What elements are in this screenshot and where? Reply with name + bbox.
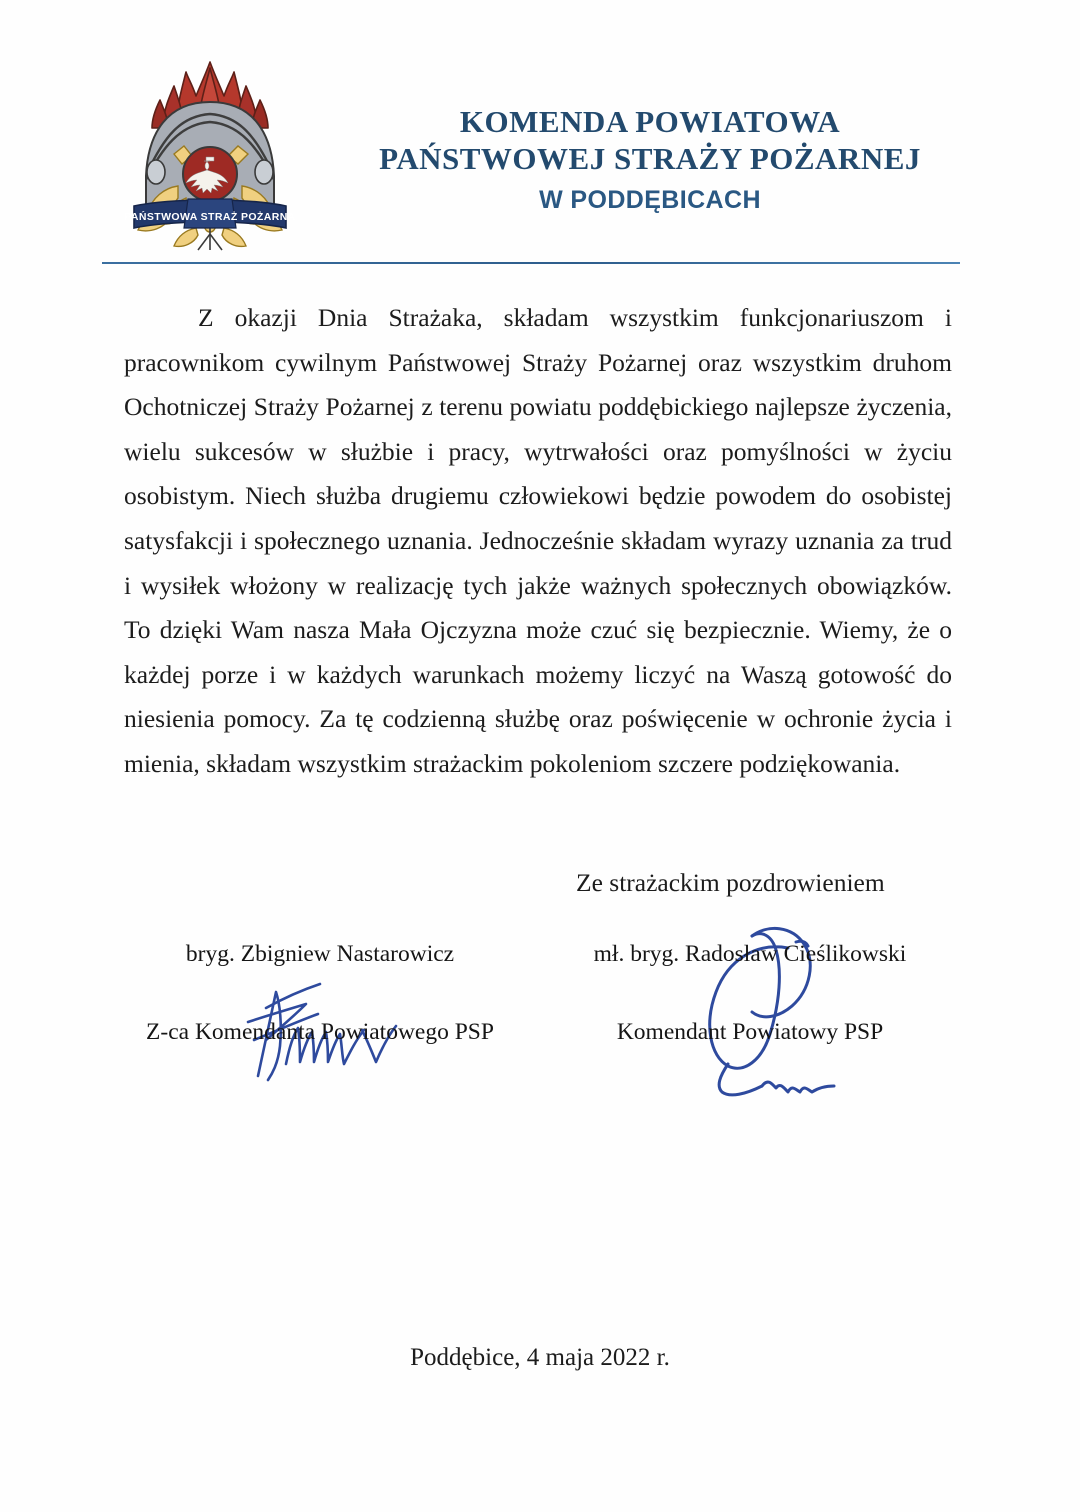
letter-body [124, 296, 952, 787]
letterhead [0, 52, 1080, 252]
signatory-name-right: mł. bryg. Radosław Cieślikowski [593, 941, 907, 967]
title-line-2: PAŃSTWOWEJ STRAŻY POŻARNEJ [379, 140, 921, 176]
letterhead-title [330, 104, 970, 215]
signatory-name-left: bryg. Zbigniew Nastarowicz [185, 941, 455, 967]
signatory-role-left: Z-ca Komendanta Powiatowego PSP [146, 1019, 494, 1046]
header-divider [102, 262, 960, 264]
signatory-role-right: Komendant Powiatowy PSP [616, 1019, 884, 1046]
title-line-3: W PODDĘBICACH [539, 186, 761, 215]
signature-area [110, 940, 970, 1130]
psp-emblem-icon [112, 58, 308, 252]
emblem-banner-text: PAŃSTWOWA STRAŻ POŻARNA [124, 211, 296, 223]
signature-block-right [550, 940, 950, 1046]
letter-paragraph: Z okazji Dnia Strażaka, składam wszystkim funkcjonariuszom i pracownikom cywilnym Państwowej Straży Pożarnej oraz wszystkim druhom Ochotniczej Straży Pożarnej z terenu powiatu poddębickiego najlepsze życzenia, wielu sukcesów w służbie i pracy, wytrwałości oraz pomyślności w życiu osobistym. Niech służba drugiemu człowiekowi będzie powodem do osobistej satysfakcji i społecznego uznania. Jednocześnie składam wyrazy uznania za trud i wysiłek włożony w realizację tych jakże ważnych społecznych obowiązków. To dzięki Wam nasza Mała Ojczyzna może czuć się bezpiecznie. Wiemy, że o każdej porze i w każdych warunkach możemy liczyć na Waszą gotowość do niesienia pomocy. Za tę codzienną służbę oraz poświęcenie w ochronie życia i mienia, składam wszystkim strażackim pokoleniom szczere podziękowania. [124, 303, 952, 778]
place-and-date: Poddębice, 4 maja 2022 r. [410, 1344, 670, 1371]
title-line-1: KOMENDA POWIATOWA [459, 104, 841, 139]
signature-block-left [120, 940, 520, 1046]
closing-salutation: Ze strażackim pozdrowieniem [576, 868, 885, 897]
